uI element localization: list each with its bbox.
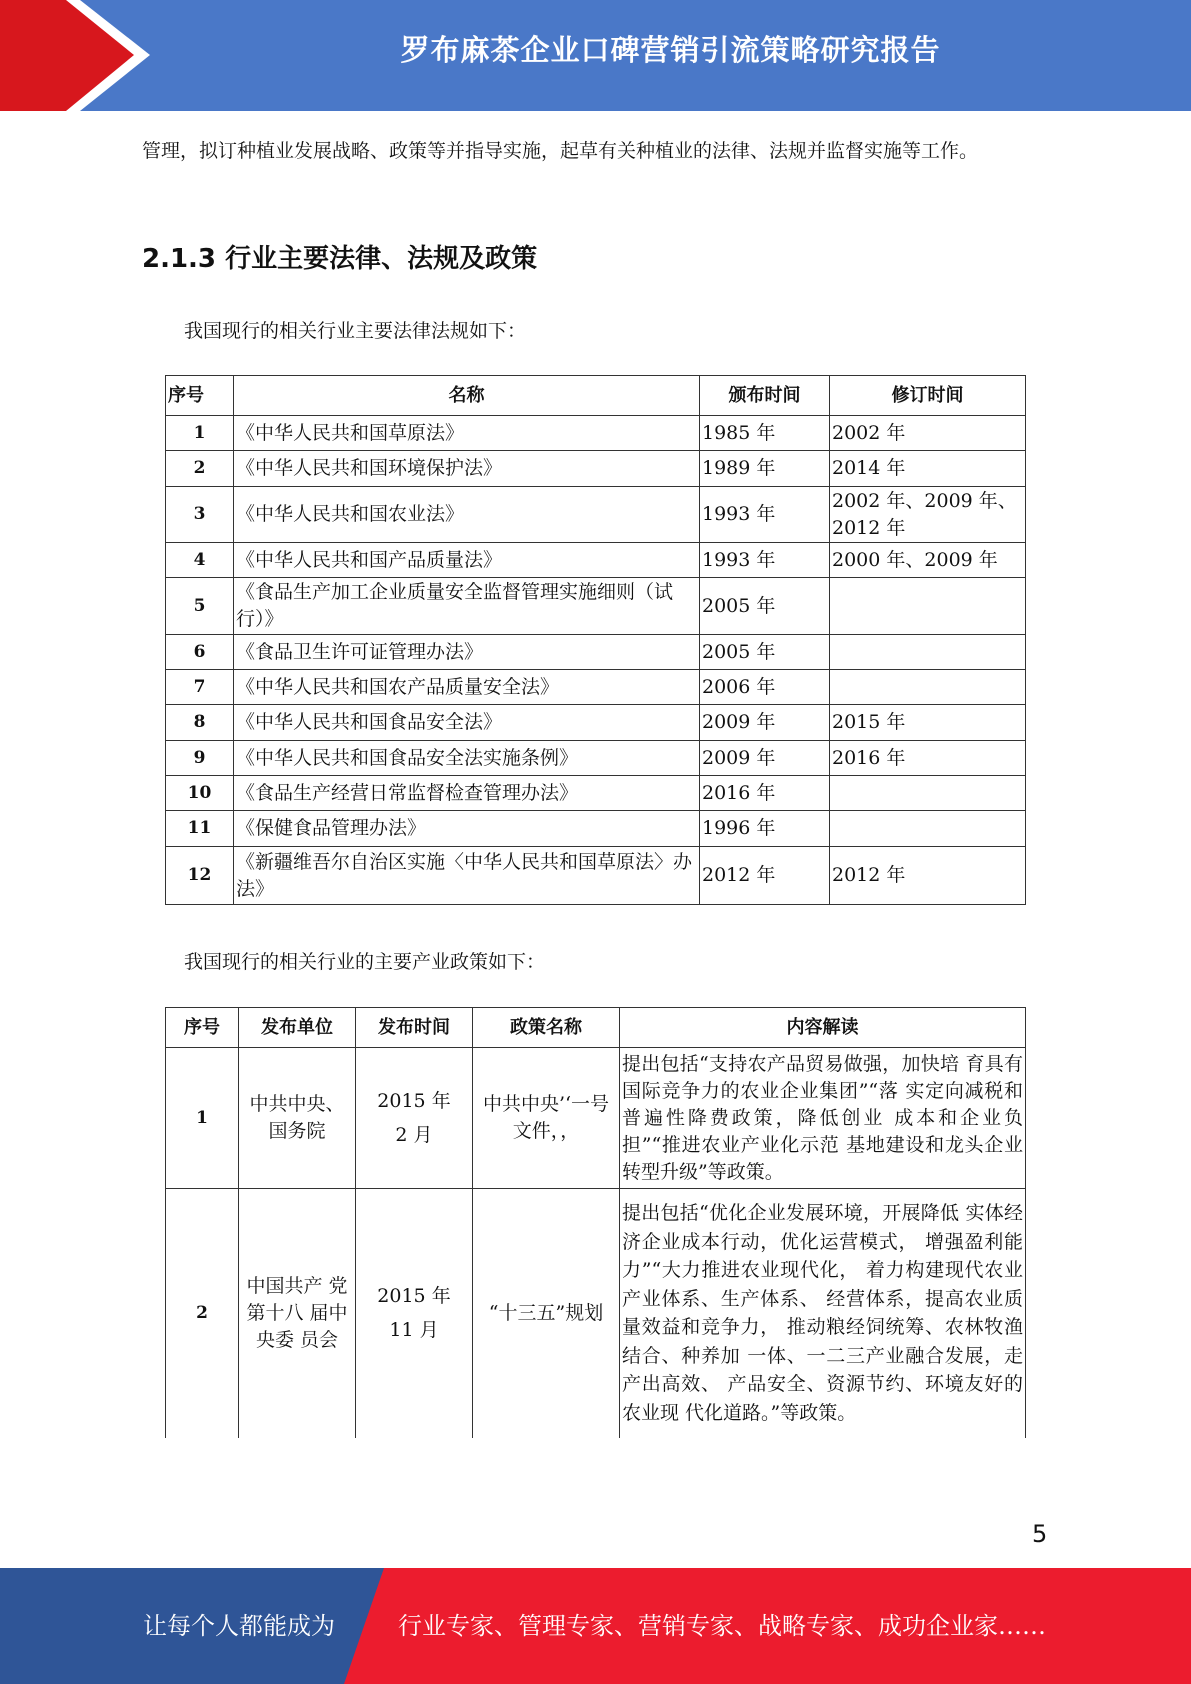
row-issued: 2005 年	[700, 635, 830, 670]
col-header-revised: 修订时间	[830, 376, 1026, 416]
row-no: 7	[166, 670, 234, 705]
policy-table	[165, 1007, 1026, 1438]
row-revised: 2002 年、2009 年、2012 年	[830, 487, 1026, 543]
row-no: 5	[166, 578, 234, 635]
col-header-no: 序号	[166, 1008, 239, 1048]
row-issued: 2012 年	[700, 847, 830, 905]
table-row	[166, 451, 1026, 487]
row-name: 《食品生产加工企业质量安全监督管理实施细则（试行）》	[234, 578, 700, 635]
policy-intro: 我国现行的相关行业的主要产业政策如下：	[184, 951, 546, 973]
row-issued: 2016 年	[700, 776, 830, 811]
row-policy: 中共中央’‘一号文件，，	[473, 1048, 620, 1189]
row-issued: 1993 年	[700, 543, 830, 578]
row-no: 8	[166, 705, 234, 741]
row-name: 《中华人民共和国农业法》	[234, 487, 700, 543]
table-row	[166, 543, 1026, 578]
row-name: 《中华人民共和国草原法》	[234, 416, 700, 451]
row-revised	[830, 635, 1026, 670]
row-revised	[830, 670, 1026, 705]
row-name: 《食品卫生许可证管理办法》	[234, 635, 700, 670]
col-header-date: 发布时间	[356, 1008, 473, 1048]
table-row	[166, 776, 1026, 811]
col-header-policy: 政策名称	[473, 1008, 620, 1048]
laws-table	[165, 375, 1026, 905]
row-name: 《中华人民共和国环境保护法》	[234, 451, 700, 487]
page-number: 5	[1032, 1520, 1048, 1548]
row-revised: 2016 年	[830, 741, 1026, 776]
col-header-name: 名称	[234, 376, 700, 416]
col-header-content: 内容解读	[620, 1008, 1026, 1048]
row-unit: 中共中央、国务院	[239, 1048, 356, 1189]
row-content: 提出包括“支持农产品贸易做强，加快培 育具有国际竞争力的农业企业集团”“落 实定向减税和普遍性降费政策，降低创业 成本和企业负担”“推进农业产业化示范 基地建设和龙头企业转型升级”等政策。	[620, 1048, 1026, 1189]
page-footer	[0, 1568, 1191, 1684]
row-no: 1	[166, 416, 234, 451]
row-content: 提出包括“优化企业发展环境，开展降低 实体经济企业成本行动，优化运营模式， 增强盈利能力”“大力推进农业现代化， 着力构建现代农业产业体系、生产体系、 经营体系，提高农业质量效益和竞争力， 推动粮经饲统筹、农林牧渔结合、种养加 一体、一二三产业融合发展，走产出高效、 产品安全、资源节约、环境友好的农业现 代化道路。”等政策。	[620, 1189, 1026, 1438]
row-issued: 1996 年	[700, 811, 830, 847]
row-no: 1	[166, 1048, 239, 1189]
row-no: 10	[166, 776, 234, 811]
table-row	[166, 1189, 1026, 1438]
row-revised	[830, 776, 1026, 811]
row-revised: 2014 年	[830, 451, 1026, 487]
table-header-row	[166, 1008, 1026, 1048]
row-no: 4	[166, 543, 234, 578]
laws-intro: 我国现行的相关行业主要法律法规如下：	[184, 320, 527, 342]
row-revised: 2012 年	[830, 847, 1026, 905]
row-policy: “十三五”规划	[473, 1189, 620, 1438]
row-issued: 2009 年	[700, 741, 830, 776]
table-header-row	[166, 376, 1026, 416]
col-header-unit: 发布单位	[239, 1008, 356, 1048]
col-header-issued: 颁布时间	[700, 376, 830, 416]
row-name: 《中华人民共和国食品安全法》	[234, 705, 700, 741]
table-row	[166, 416, 1026, 451]
row-no: 11	[166, 811, 234, 847]
intro-paragraph: 管理，拟订种植业发展战略、政策等并指导实施，起草有关种植业的法律、法规并监督实施等工作。	[142, 140, 979, 162]
footer-slogan-right: 行业专家、管理专家、营销专家、战略专家、成功企业家……	[398, 1612, 1046, 1640]
row-date: 2015 年 2 月	[356, 1048, 473, 1189]
col-header-no: 序号	[166, 376, 234, 416]
row-name: 《中华人民共和国食品安全法实施条例》	[234, 741, 700, 776]
row-no: 3	[166, 487, 234, 543]
table-row	[166, 705, 1026, 741]
row-no: 2	[166, 451, 234, 487]
table-row	[166, 847, 1026, 905]
row-issued: 2009 年	[700, 705, 830, 741]
row-no: 9	[166, 741, 234, 776]
row-name: 《新疆维吾尔自治区实施〈中华人民共和国草原法〉办法》	[234, 847, 700, 905]
row-revised: 2015 年	[830, 705, 1026, 741]
table-row	[166, 487, 1026, 543]
footer-slogan-left: 让每个人都能成为	[143, 1612, 335, 1640]
page-header	[0, 0, 1191, 111]
row-name: 《中华人民共和国农产品质量安全法》	[234, 670, 700, 705]
row-issued: 2005 年	[700, 578, 830, 635]
row-name: 《保健食品管理办法》	[234, 811, 700, 847]
table-row	[166, 811, 1026, 847]
row-no: 12	[166, 847, 234, 905]
row-no: 2	[166, 1189, 239, 1438]
table-row	[166, 578, 1026, 635]
row-unit: 中国共产 党第十八 届中央委 员会	[239, 1189, 356, 1438]
row-issued: 1989 年	[700, 451, 830, 487]
row-revised	[830, 811, 1026, 847]
row-name: 《食品生产经营日常监督检查管理办法》	[234, 776, 700, 811]
section-heading: 2.1.3 行业主要法律、法规及政策	[142, 244, 538, 274]
row-issued: 1985 年	[700, 416, 830, 451]
table-row	[166, 670, 1026, 705]
table-row	[166, 741, 1026, 776]
row-revised: 2002 年	[830, 416, 1026, 451]
row-revised	[830, 578, 1026, 635]
row-issued: 2006 年	[700, 670, 830, 705]
row-no: 6	[166, 635, 234, 670]
row-revised: 2000 年、2009 年	[830, 543, 1026, 578]
row-name: 《中华人民共和国产品质量法》	[234, 543, 700, 578]
table-row	[166, 1048, 1026, 1189]
report-title: 罗布麻茶企业口碑营销引流策略研究报告	[400, 33, 941, 67]
row-date: 2015 年 11 月	[356, 1189, 473, 1438]
row-issued: 1993 年	[700, 487, 830, 543]
table-row	[166, 635, 1026, 670]
